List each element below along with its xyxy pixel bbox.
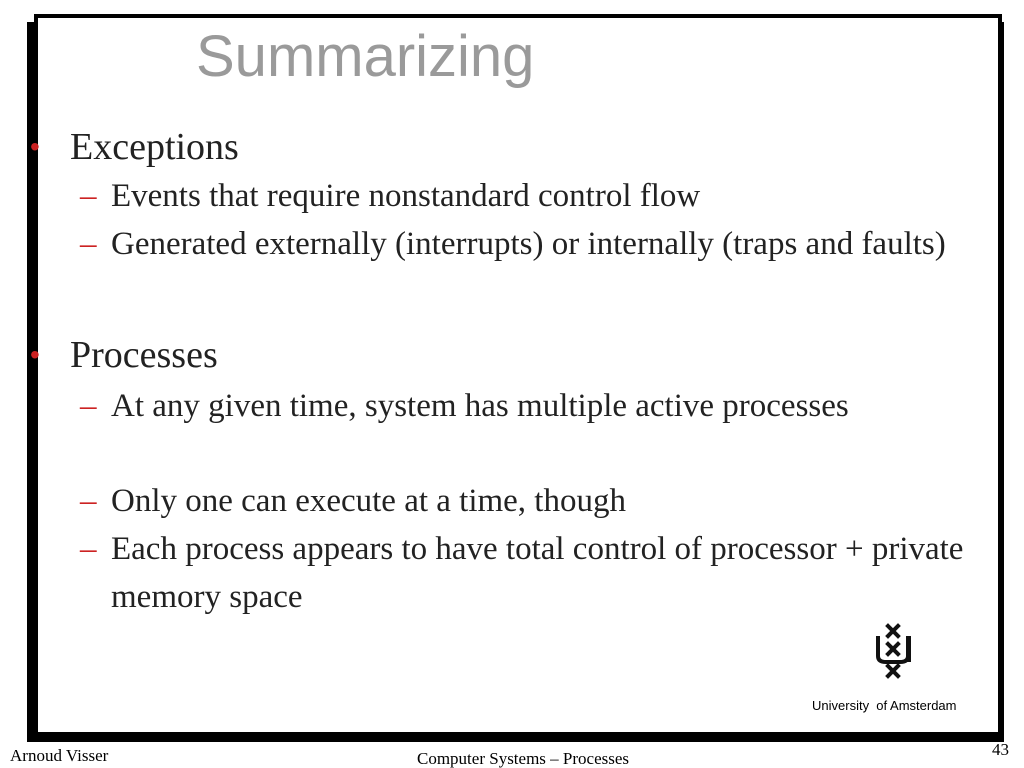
sub-item-text: Each process appears to have total control of processor + private memory space [111,531,964,615]
sub-item-text: Events that require nonstandard control flow [111,178,701,214]
sub-item [80,382,980,430]
sub-item-text: Generated externally (interrupts) or internally (traps and faults) [111,226,946,262]
dash-marker: – [80,226,97,262]
page-number: 43 [992,740,1009,759]
bullet-label: Exceptions [70,126,239,168]
dash-marker: – [80,388,97,424]
bullet-marker: • [30,339,40,370]
uva-logo-icon [874,622,914,686]
sub-item [80,220,980,268]
dash-marker: – [80,178,97,214]
sub-item [80,172,980,220]
bullet-marker: • [30,131,40,162]
slide-title: Summarizing [196,24,535,89]
bullet-label: Processes [70,334,218,376]
university-caption: University of Amsterdam [812,698,957,713]
footer-course: Computer Systems – Processes [417,749,630,768]
sub-item-text: At any given time, system has multiple active processes [111,388,849,424]
footer-author: Arnoud Visser [10,746,109,765]
dash-marker: – [80,483,97,519]
sub-item [80,477,980,525]
dash-marker: – [80,531,97,567]
sub-item [80,525,980,621]
sub-item-text: Only one can execute at a time, though [111,483,626,519]
